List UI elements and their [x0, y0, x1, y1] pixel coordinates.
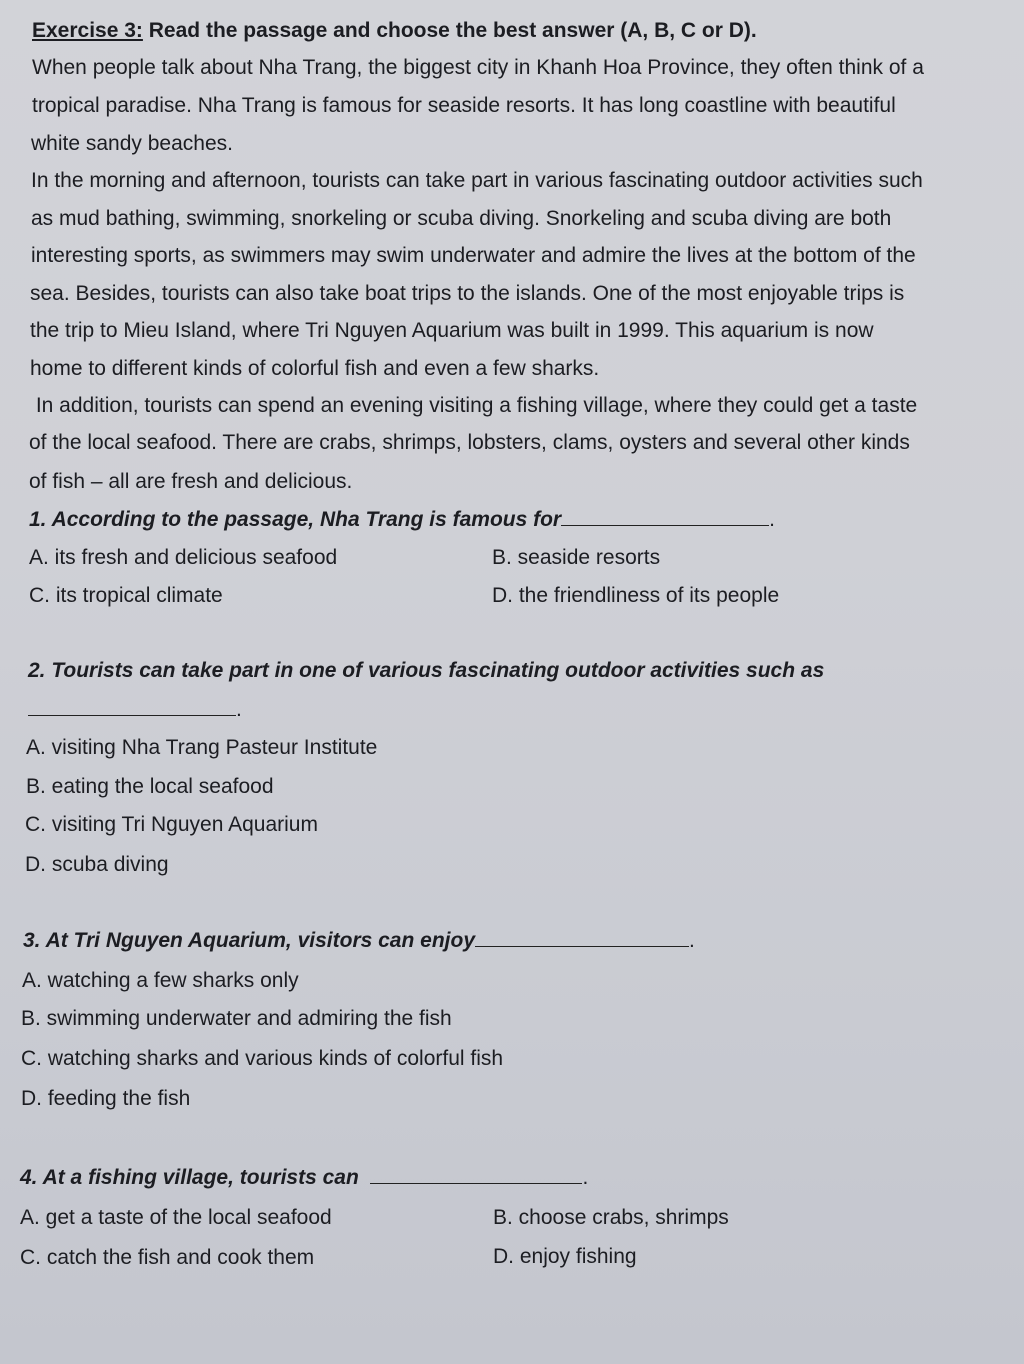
question-2 [28, 658, 824, 684]
question-3 [23, 928, 695, 954]
option-1b[interactable]: B. seaside resorts [492, 546, 661, 569]
passage-line: sea. Besides, tourists can also take boat trips to the islands. One of the most enjoyable trips is [30, 282, 905, 305]
question-4-stem: 4. At a fishing village, tourists can [20, 1166, 359, 1189]
question-3-stem: 3. At Tri Nguyen Aquarium, visitors can enjoy [23, 929, 475, 952]
answer-blank[interactable] [28, 697, 236, 716]
question-4 [20, 1165, 588, 1191]
question-2-blank-line [28, 697, 242, 723]
answer-blank[interactable] [475, 928, 689, 947]
question-3-end: . [689, 929, 695, 952]
question-1-stem: 1. According to the passage, Nha Trang is famous for [29, 508, 562, 531]
exercise-label: Exercise 3: [32, 19, 143, 42]
option-3c[interactable]: C. watching sharks and various kinds of colorful fish [21, 1047, 504, 1070]
passage-line: of fish – all are fresh and delicious. [29, 470, 353, 493]
passage-line: interesting sports, as swimmers may swim underwater and admire the lives at the bottom of the [31, 244, 916, 267]
question-4-end: . [582, 1166, 589, 1189]
passage-line: as mud bathing, swimming, snorkeling or scuba diving. Snorkeling and scuba diving are both [31, 207, 892, 230]
option-3b[interactable]: B. swimming underwater and admiring the fish [21, 1007, 452, 1030]
answer-blank[interactable] [370, 1165, 582, 1184]
answer-blank[interactable] [561, 507, 769, 526]
passage-line: In addition, tourists can spend an evening visiting a fishing village, where they could get a taste [30, 394, 918, 417]
option-4d[interactable]: D. enjoy fishing [493, 1245, 637, 1268]
option-4c[interactable]: C. catch the fish and cook them [20, 1246, 315, 1269]
option-2d[interactable]: D. scuba diving [25, 853, 169, 876]
option-2a[interactable]: A. visiting Nha Trang Pasteur Institute [26, 736, 378, 759]
question-2-stem: 2. Tourists can take part in one of various fascinating outdoor activities such as [28, 659, 825, 682]
passage-line: the trip to Mieu Island, where Tri Nguyen Aquarium was built in 1999. This aquarium is now [30, 319, 874, 342]
question-2-end: . [236, 698, 242, 721]
exercise-instruction: Read the passage and choose the best answer (A, B, C or D). [148, 19, 757, 42]
passage-line: home to different kinds of colorful fish and even a few sharks. [30, 357, 600, 380]
option-1c[interactable]: C. its tropical climate [29, 584, 223, 607]
option-1d[interactable]: D. the friendliness of its people [492, 584, 780, 607]
option-4a[interactable]: A. get a taste of the local seafood [20, 1206, 332, 1229]
question-1 [29, 507, 775, 533]
option-3a[interactable]: A. watching a few sharks only [22, 969, 299, 992]
option-2c[interactable]: C. visiting Tri Nguyen Aquarium [25, 813, 318, 836]
exercise-heading [32, 18, 757, 44]
passage-line: When people talk about Nha Trang, the biggest city in Khanh Hoa Province, they often think of a [32, 56, 924, 79]
passage-line: of the local seafood. There are crabs, shrimps, lobsters, clams, oysters and several other kinds [29, 431, 910, 454]
passage-line: white sandy beaches. [31, 132, 233, 155]
passage-line: In the morning and afternoon, tourists can take part in various fascinating outdoor activities such [31, 169, 923, 192]
option-4b[interactable]: B. choose crabs, shrimps [493, 1206, 729, 1229]
option-3d[interactable]: D. feeding the fish [21, 1087, 191, 1110]
passage-line: tropical paradise. Nha Trang is famous for seaside resorts. It has long coastline with beautiful [32, 94, 896, 117]
option-1a[interactable]: A. its fresh and delicious seafood [29, 546, 338, 569]
question-1-end: . [769, 508, 775, 531]
option-2b[interactable]: B. eating the local seafood [26, 775, 274, 798]
